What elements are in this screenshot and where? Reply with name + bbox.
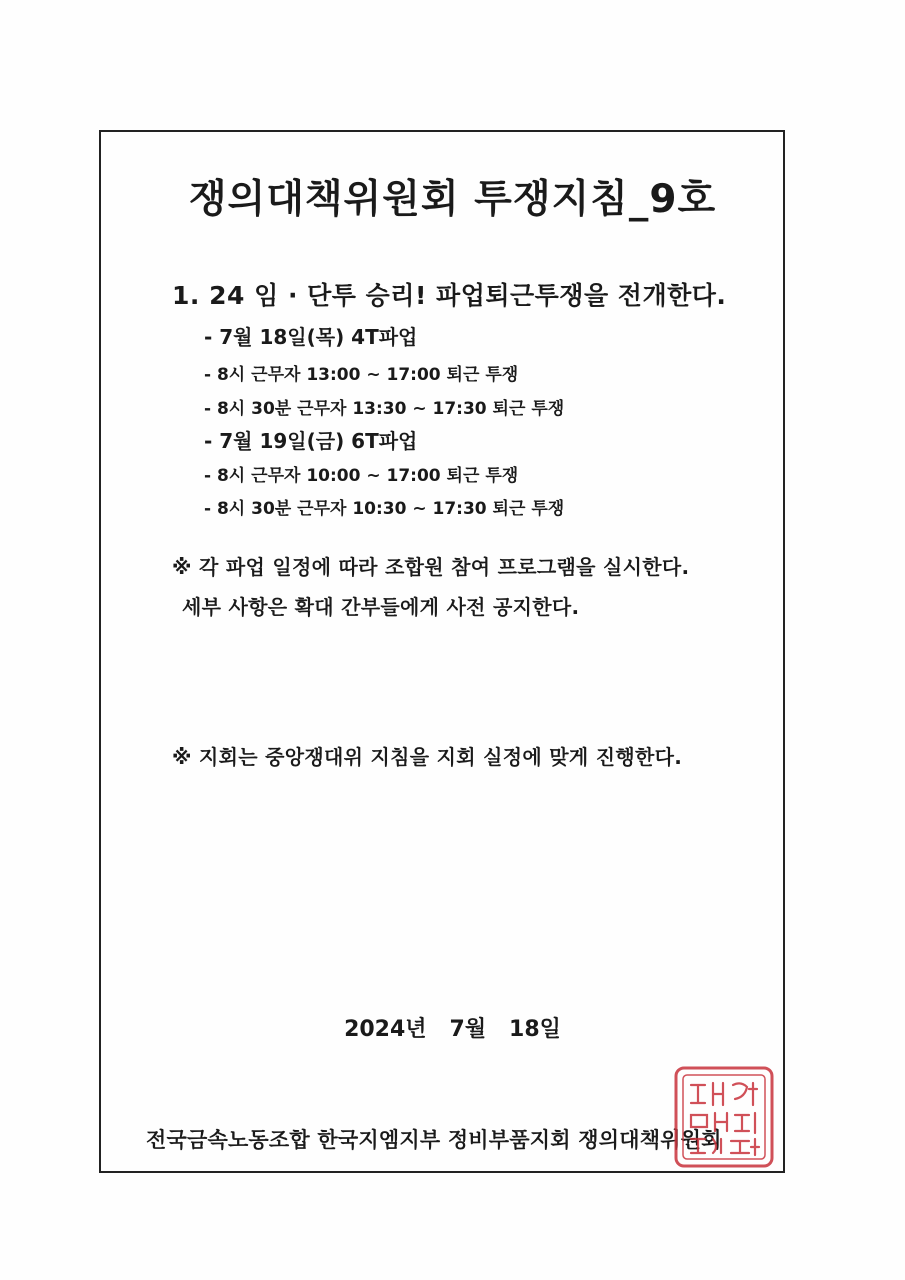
official-seal-icon: [673, 1065, 775, 1169]
issuing-organization: 전국금속노동조합 한국지엠지부 정비부품지회 쟁의대책위원회: [146, 1128, 722, 1152]
strike-day-2: - 7월 19일(금) 6T파업: [204, 429, 418, 453]
section-heading: 1. 24 임 · 단투 승리! 파업퇴근투쟁을 전개한다.: [172, 281, 727, 310]
shift-line: - 8시 근무자 10:00 ~ 17:00 퇴근 투쟁: [204, 466, 519, 486]
note-program: ※ 각 파업 일정에 따라 조합원 참여 프로그램을 실시한다.: [172, 555, 690, 579]
issue-date: 2024년 7월 18일: [344, 1017, 561, 1042]
shift-line: - 8시 근무자 13:00 ~ 17:00 퇴근 투쟁: [204, 365, 519, 385]
note-program-detail: 세부 사항은 확대 간부들에게 사전 공지한다.: [182, 595, 580, 619]
shift-line: - 8시 30분 근무자 10:30 ~ 17:30 퇴근 투쟁: [204, 499, 565, 519]
shift-line: - 8시 30분 근무자 13:30 ~ 17:30 퇴근 투쟁: [204, 399, 565, 419]
note-guideline: ※ 지회는 중앙쟁대위 지침을 지회 실정에 맞게 진행한다.: [172, 745, 683, 769]
document-title: 쟁의대책위원회 투쟁지침_9호: [188, 177, 717, 222]
strike-day-1: - 7월 18일(목) 4T파업: [204, 325, 418, 349]
